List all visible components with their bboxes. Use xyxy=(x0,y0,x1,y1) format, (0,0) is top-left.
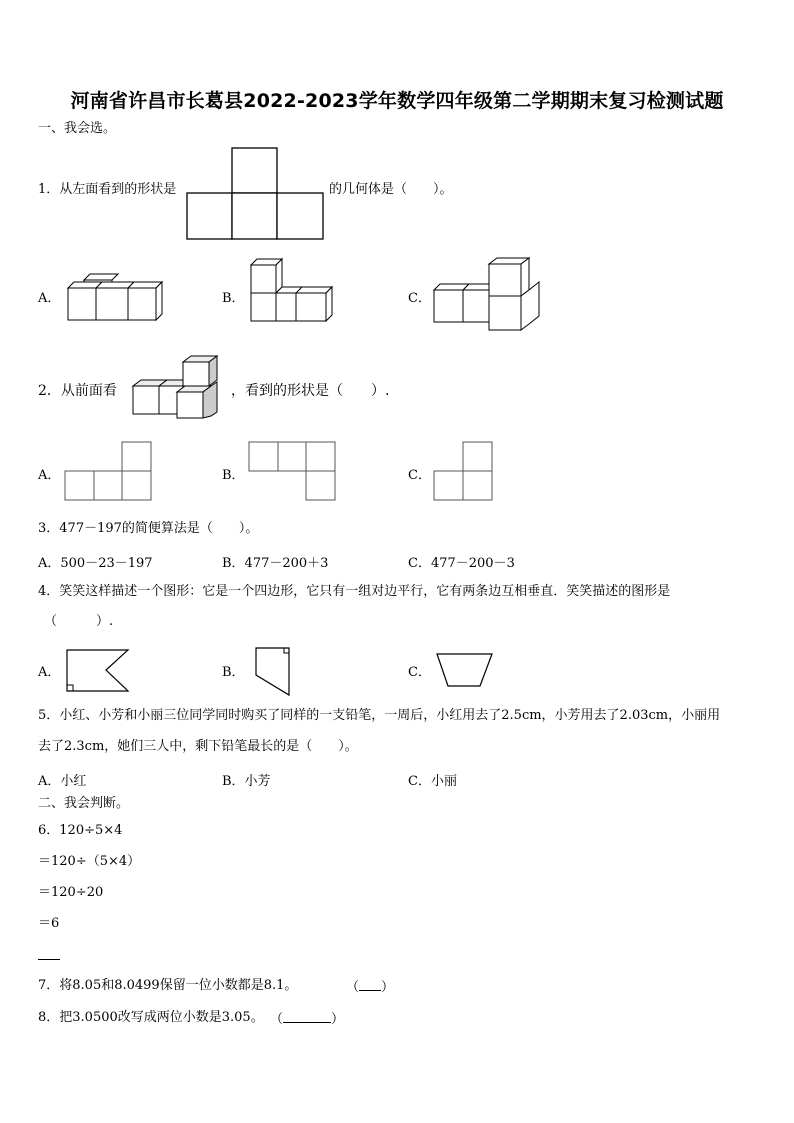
section-1-heading: 一、我会选。 xyxy=(38,121,117,136)
q5-option-b: B．小芳 xyxy=(222,774,271,789)
q4-option-c-shape xyxy=(436,653,494,689)
q1-option-c-label: C． xyxy=(408,291,431,306)
q8-bracket-close: ） xyxy=(331,1012,345,1027)
q1-option-a-cubes xyxy=(66,270,166,324)
q1-option-c-cubes xyxy=(433,256,543,326)
q8-answer-bracket[interactable] xyxy=(270,1010,344,1028)
q4-option-c-label: C． xyxy=(408,665,431,680)
q7-answer-blank[interactable] xyxy=(359,978,381,991)
q3-option-a: A．500－23－197 xyxy=(38,556,153,571)
q1-option-b-cubes xyxy=(250,257,340,325)
q6-line-1: 6．120÷5×4 xyxy=(38,823,123,838)
q2-option-b-shape xyxy=(248,441,338,503)
q3-stem: 3．477－197的简便算法是（ ）。 xyxy=(38,521,259,536)
q6-line-3: ＝120÷20 xyxy=(38,885,104,900)
q4-option-a-label: A． xyxy=(38,665,61,680)
q8-bracket-open: （ xyxy=(270,1012,284,1027)
q5-stem: 5．小红、小芳和小丽三位同学同时购买了同样的一支铅笔，一周后，小红用去了2.5cm，小芳用去了2.03cm，小丽用 xyxy=(38,708,721,723)
q2-suffix: ，看到的形状是（ ）. xyxy=(231,383,390,399)
q7-bracket-close: ） xyxy=(381,980,395,995)
q2-prefix: 2．从前面看 xyxy=(38,383,117,399)
q2-option-b-label: B． xyxy=(222,468,245,483)
q2-solid-figure xyxy=(131,354,223,422)
q2-option-a-label: A． xyxy=(38,468,61,483)
q7-answer-bracket[interactable] xyxy=(346,978,394,996)
section-2-heading: 二、我会判断。 xyxy=(38,796,130,811)
q3-option-b: B．477－200＋3 xyxy=(222,556,329,571)
q5-option-a: A．小红 xyxy=(38,774,87,789)
q4-option-b-label: B． xyxy=(222,665,245,680)
q2-option-c-shape xyxy=(433,441,495,503)
q1-option-a-label: A． xyxy=(38,291,61,306)
q4-stem: 4．笑笑这样描述一个图形：它是一个四边形，它只有一组对边平行，它有两条边互相垂直．笑笑描述的图形是 xyxy=(38,584,671,599)
q4-option-a-shape xyxy=(66,649,130,693)
q5-option-c: C．小丽 xyxy=(408,774,457,789)
q5-stem-line2: 去了2.3cm，她们三人中，剩下铅笔最长的是（ ）。 xyxy=(38,739,358,754)
q2-option-c-label: C． xyxy=(408,468,431,483)
q4-option-b-shape xyxy=(255,647,291,697)
q6-line-4: ＝6 xyxy=(38,916,60,931)
page-title: 河南省许昌市长葛县2022-2023学年数学四年级第二学期期末复习检测试题 xyxy=(70,90,724,112)
q1-prefix: 1．从左面看到的形状是 xyxy=(38,182,177,197)
q3-option-c: C．477－200－3 xyxy=(408,556,515,571)
q7-bracket-open: （ xyxy=(346,980,360,995)
q8-stem: 8．把3.0500改写成两位小数是3.05。 xyxy=(38,1010,264,1025)
q7-stem: 7．将8.05和8.0499保留一位小数都是8.1。 xyxy=(38,978,298,993)
q6-answer-blank[interactable] xyxy=(38,959,60,960)
q1-suffix: 的几何体是（ ）。 xyxy=(329,182,453,197)
q6-line-2: ＝120÷（5×4） xyxy=(38,854,141,869)
q2-option-a-shape xyxy=(64,441,154,503)
q1-option-b-label: B． xyxy=(222,291,245,306)
q8-answer-blank[interactable] xyxy=(283,1010,331,1023)
q1-left-view-figure xyxy=(186,147,326,241)
q4-stem-line2: （ ）. xyxy=(44,614,114,629)
